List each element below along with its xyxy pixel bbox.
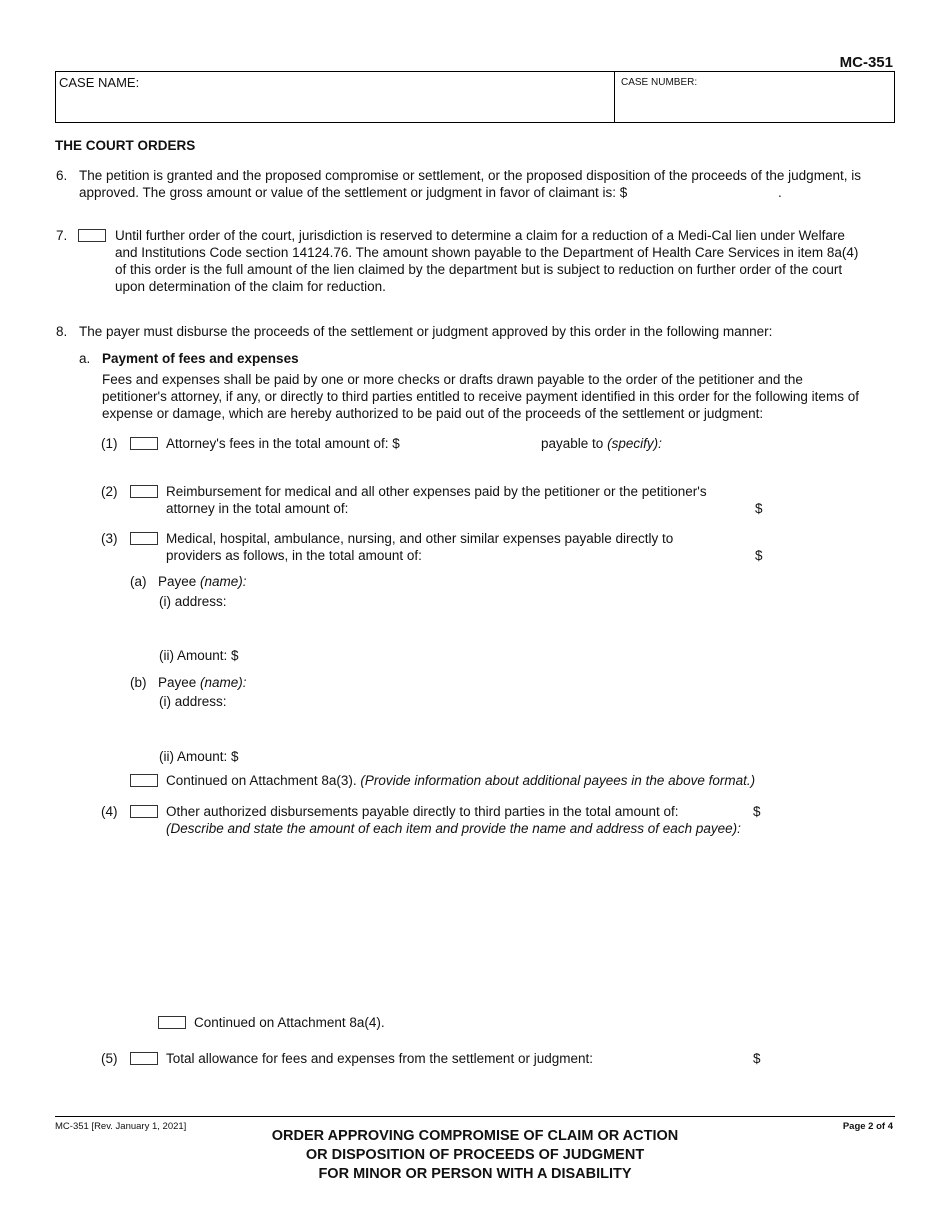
sub3-line2: providers as follows, in the total amount of: <box>166 548 422 563</box>
sub1-number: (1) <box>101 436 118 451</box>
sub4-line2: (Describe and state the amount of each item and provide the name and address of each payee): <box>166 821 741 836</box>
item-8a-line2: petitioner's attorney, if any, or directly to third parties entitled to receive payment identified in this order for the following items of <box>102 389 859 404</box>
item-6-number: 6. <box>56 168 68 183</box>
item-6-amount-field[interactable]: . <box>778 185 782 200</box>
item-8a-line3: expense or damage, which are hereby authorized to be paid out of the proceeds of the settlement or judgment: <box>102 406 764 421</box>
continued-8a4-checkbox[interactable] <box>158 1016 186 1029</box>
item-6-line1: The petition is granted and the proposed compromise or settlement, or the proposed disposition of the proceeds of the judgment, is <box>79 168 861 183</box>
payee-b-name-field[interactable] <box>158 674 247 691</box>
item-7-number: 7. <box>56 228 68 243</box>
form-id: MC-351 <box>839 54 893 71</box>
payee-a-text: Payee <box>158 574 197 589</box>
sub3-number: (3) <box>101 531 118 546</box>
footer-page-number: Page 2 of 4 <box>842 1121 893 1132</box>
sub5-text: Total allowance for fees and expenses from the settlement or judgment: <box>166 1051 593 1066</box>
sub5-amount-field[interactable]: $ <box>753 1051 761 1066</box>
sub4-checkbox[interactable] <box>130 805 158 818</box>
continued-8a4-text: Continued on Attachment 8a(4). <box>194 1015 385 1030</box>
payee-b-label: (b) <box>130 675 147 690</box>
sub5-number: (5) <box>101 1051 118 1066</box>
sub1-text: Attorney's fees in the total amount of: $ <box>166 436 400 451</box>
item-7-line1: Until further order of the court, jurisdiction is reserved to determine a claim for a reduction of a Medi-Cal lien under Welfare <box>115 228 845 243</box>
sub2-amount-field[interactable]: $ <box>755 501 763 516</box>
section-heading: THE COURT ORDERS <box>55 138 196 153</box>
sub1-checkbox[interactable] <box>130 437 158 450</box>
sub2-checkbox[interactable] <box>130 485 158 498</box>
continued-8a3-checkbox[interactable] <box>130 774 158 787</box>
sub3-amount-field[interactable]: $ <box>755 548 763 563</box>
item-8-number: 8. <box>56 324 68 339</box>
sub4-number: (4) <box>101 804 118 819</box>
sub2-line1: Reimbursement for medical and all other expenses paid by the petitioner or the petitioner's <box>166 484 707 499</box>
item-8a-title: Payment of fees and expenses <box>102 351 299 366</box>
item-7-line3: of this order is the full amount of the lien claimed by the department but is subject to reduction on further order of the court <box>115 262 843 277</box>
continued-8a3-label: Continued on Attachment 8a(3). <box>166 773 357 788</box>
sub4-description-area[interactable] <box>166 842 886 1002</box>
payee-a-address-field[interactable]: (i) address: <box>159 594 227 609</box>
footer-form-title <box>175 1127 775 1184</box>
item-6-line2: approved. The gross amount or value of the settlement or judgment in favor of claimant is: $ <box>79 185 628 200</box>
continued-8a3-text <box>166 772 755 789</box>
payee-a-name-hint: (name): <box>200 574 247 589</box>
item-7-line4: upon determination of the claim for reduction. <box>115 279 386 294</box>
payee-b-text: Payee <box>158 675 197 690</box>
continued-8a3-hint: (Provide information about additional payees in the above format.) <box>360 773 756 788</box>
item-8-text: The payer must disburse the proceeds of the settlement or judgment approved by this order in the following manner: <box>79 324 773 339</box>
item-7-line2: and Institutions Code section 14124.76. The amount shown payable to the Department of Health Care Services in item 8a(4) <box>115 245 859 260</box>
sub4-amount-field[interactable]: $ <box>753 804 761 819</box>
footer-title-line2: OR DISPOSITION OF PROCEEDS OF JUDGMENT <box>305 1147 645 1163</box>
payee-b-address-field[interactable]: (i) address: <box>159 694 227 709</box>
payee-b-amount-field[interactable]: (ii) Amount: $ <box>159 749 239 764</box>
item-7-checkbox[interactable] <box>78 229 106 242</box>
payee-b-name-hint: (name): <box>200 675 247 690</box>
item-8a-line1: Fees and expenses shall be paid by one or more checks or drafts drawn payable to the order of the petitioner and the <box>102 372 803 387</box>
case-number-field[interactable]: CASE NUMBER: <box>621 77 698 88</box>
sub1-specify: (specify): <box>607 436 662 451</box>
footer-title-line3: FOR MINOR OR PERSON WITH A DISABILITY <box>318 1166 632 1182</box>
sub5-checkbox[interactable] <box>130 1052 158 1065</box>
sub4-line1: Other authorized disbursements payable directly to third parties in the total amount of: <box>166 804 679 819</box>
footer-revision: MC-351 [Rev. January 1, 2021] <box>55 1121 187 1132</box>
footer-title-line1: ORDER APPROVING COMPROMISE OF CLAIM OR ACTION <box>271 1128 679 1144</box>
payee-a-amount-field[interactable]: (ii) Amount: $ <box>159 648 239 663</box>
sub1-payable <box>541 435 662 452</box>
sub2-number: (2) <box>101 484 118 499</box>
case-info-box <box>55 71 895 123</box>
case-name-field[interactable]: CASE NAME: <box>59 75 140 90</box>
sub1-payable-label: payable to <box>541 436 604 451</box>
footer-divider <box>55 1116 895 1117</box>
sub2-line2: attorney in the total amount of: <box>166 501 349 516</box>
payee-a-label: (a) <box>130 574 147 589</box>
sub3-line1: Medical, hospital, ambulance, nursing, and other similar expenses payable directly to <box>166 531 674 546</box>
sub3-checkbox[interactable] <box>130 532 158 545</box>
payee-a-name-field[interactable] <box>158 573 247 590</box>
item-8a-label: a. <box>79 351 91 366</box>
